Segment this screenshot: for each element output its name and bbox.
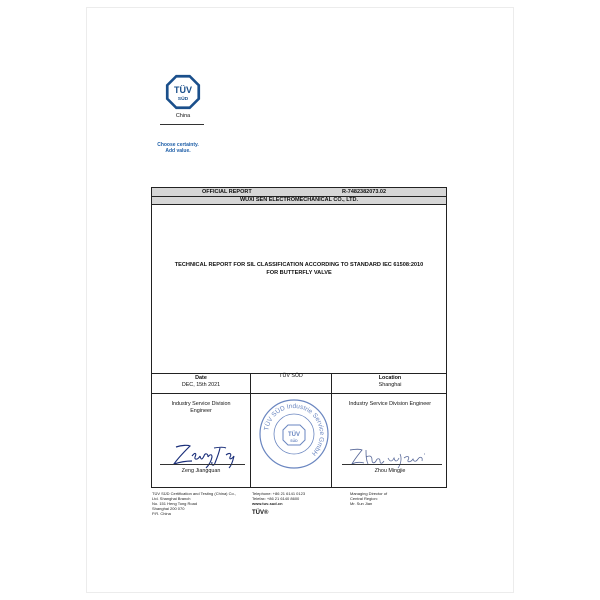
report-title-line-2: FOR BUTTERFLY VALVE [266,270,332,276]
table-divider [152,393,446,394]
footer-line: Telephone: +86 21 6141 0123 [252,491,306,496]
footer-line: P.R. China [152,511,171,516]
stamp-brand-bottom: SÜD [290,439,298,443]
report-title [152,261,446,277]
tagline [148,142,208,154]
footer-line: Ltd. Shanghai Branch [152,496,191,501]
company-stamp [258,398,330,470]
date-label: Date [195,375,207,381]
left-role-line-1: Industry Service Division [171,401,231,407]
logo-brand-bottom: SÜD [177,97,189,103]
footer-address [152,491,236,516]
report-number: R-7482382073.02 [342,189,387,195]
svg-text:TÜV SÜD Industrie Service GmbH [263,403,325,457]
footer-management [350,491,387,506]
logo-country: China [175,113,191,119]
date-value: DEC, 15th 2021 [181,382,221,388]
stamp-brand-top: TÜV [288,432,300,438]
signature-line [342,464,442,465]
signature-zhou [344,444,440,470]
right-role: Industry Service Division Engineer [348,401,432,407]
footer-line: Managing Director of [350,491,388,496]
footer-contact [252,491,305,506]
footer-line: Shanghai 200 070 [152,506,185,511]
report-header [152,188,446,197]
footer-line: No. 151 Heng Tong Road [152,501,198,506]
footer-line: Telefax: +86 21 6140 8600 [252,496,300,501]
footer-line: www.tuv-sud.cn [252,501,283,506]
location-value: Shanghai [378,382,402,388]
tuv-mark: TÜV® [252,510,269,516]
left-role-line-2: Engineer [190,408,212,414]
logo-brand-top: TÜV [174,84,192,95]
report-title-line-1: TECHNICAL REPORT FOR SIL CLASSIFICATION ACCORDING TO STANDARD IEC 61508:2010 [174,262,424,268]
column-divider [250,373,251,487]
left-signer-name: Zeng Jiangquan [181,468,221,474]
tagline-line-1: Choose certainty. [157,142,199,148]
report-label: OFFICIAL REPORT [202,189,252,195]
tuv-sud-logo [165,74,201,110]
tagline-line-2: Add value. [165,148,191,154]
stamp-text: TÜV SÜD Industrie Service GmbH [263,402,326,457]
footer-line: TÜV SÜD Certification and Testing (China) Co., [152,491,236,496]
signature-zeng [162,438,242,470]
footer-line: Mr. Sun Jian [350,501,373,506]
company-name: WUXI SEN ELECTROMECHANICAL CO., LTD. [152,197,446,205]
location-label: Location [378,375,402,381]
signature-line [160,464,245,465]
right-signer-name: Zhou Mingjie [374,468,406,474]
footer-line: Central Region: [350,496,378,501]
issuer-name: TÜV SÜD [279,373,303,379]
divider [160,124,204,125]
